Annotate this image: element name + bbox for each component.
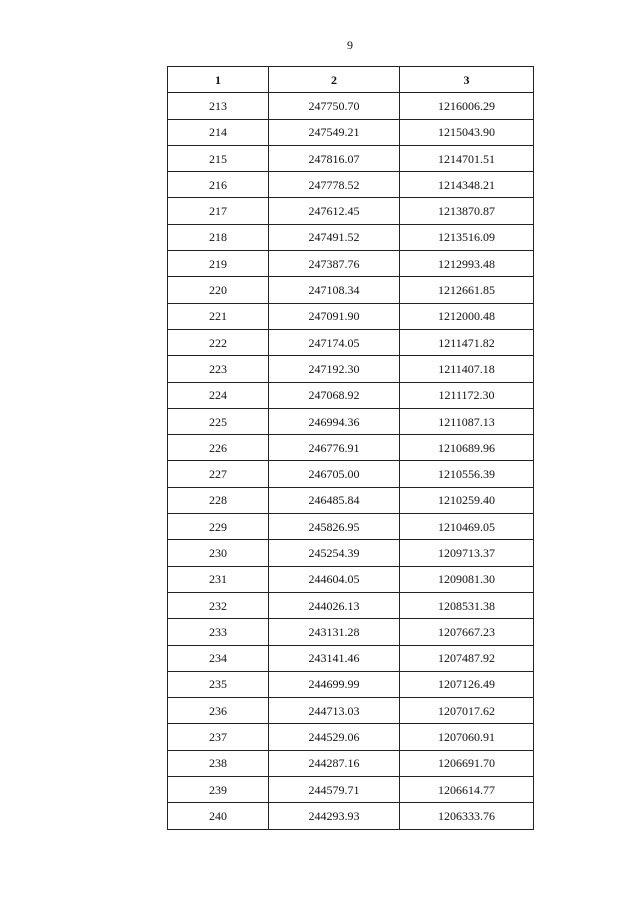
point-number-cell: 228 <box>168 487 269 513</box>
coordinate-y-cell: 1211407.18 <box>400 356 534 382</box>
point-number-cell: 230 <box>168 540 269 566</box>
header-row <box>168 67 534 93</box>
coordinate-y-cell: 1213870.87 <box>400 198 534 224</box>
point-number-cell: 214 <box>168 119 269 145</box>
point-number-cell: 229 <box>168 514 269 540</box>
coordinate-y-cell: 1207126.49 <box>400 671 534 697</box>
column-header-3: 3 <box>400 67 534 93</box>
coordinate-x-cell: 246485.84 <box>269 487 400 513</box>
point-number-cell: 223 <box>168 356 269 382</box>
point-number-cell: 213 <box>168 93 269 119</box>
coordinate-x-cell: 247174.05 <box>269 329 400 355</box>
coordinate-y-cell: 1210469.05 <box>400 514 534 540</box>
coordinate-x-cell: 243141.46 <box>269 645 400 671</box>
coordinates-table <box>167 66 534 830</box>
point-number-cell: 215 <box>168 145 269 171</box>
point-number-cell: 217 <box>168 198 269 224</box>
coordinate-x-cell: 247816.07 <box>269 145 400 171</box>
table-row <box>168 514 534 540</box>
point-number-cell: 224 <box>168 382 269 408</box>
point-number-cell: 238 <box>168 750 269 776</box>
coordinate-y-cell: 1211087.13 <box>400 408 534 434</box>
coordinate-y-cell: 1214348.21 <box>400 172 534 198</box>
table-row <box>168 724 534 750</box>
table-row <box>168 540 534 566</box>
coordinate-x-cell: 247549.21 <box>269 119 400 145</box>
coordinate-x-cell: 244699.99 <box>269 671 400 697</box>
table-row <box>168 224 534 250</box>
point-number-cell: 234 <box>168 645 269 671</box>
point-number-cell: 231 <box>168 566 269 592</box>
table-row <box>168 671 534 697</box>
coordinate-x-cell: 243131.28 <box>269 619 400 645</box>
coordinate-y-cell: 1216006.29 <box>400 93 534 119</box>
coordinate-x-cell: 245826.95 <box>269 514 400 540</box>
coordinate-y-cell: 1209713.37 <box>400 540 534 566</box>
point-number-cell: 225 <box>168 408 269 434</box>
coordinate-x-cell: 247778.52 <box>269 172 400 198</box>
coordinate-x-cell: 245254.39 <box>269 540 400 566</box>
point-number-cell: 232 <box>168 592 269 618</box>
coordinate-x-cell: 247091.90 <box>269 303 400 329</box>
coordinate-y-cell: 1212000.48 <box>400 303 534 329</box>
coordinate-y-cell: 1213516.09 <box>400 224 534 250</box>
point-number-cell: 235 <box>168 671 269 697</box>
table-row <box>168 172 534 198</box>
table-row <box>168 303 534 329</box>
coordinate-x-cell: 246994.36 <box>269 408 400 434</box>
table-row <box>168 198 534 224</box>
coordinate-y-cell: 1206614.77 <box>400 777 534 803</box>
page-number: 9 <box>347 38 353 52</box>
coordinate-y-cell: 1207017.62 <box>400 698 534 724</box>
coordinate-x-cell: 244579.71 <box>269 777 400 803</box>
table-row <box>168 566 534 592</box>
coordinate-x-cell: 246776.91 <box>269 435 400 461</box>
coordinate-x-cell: 246705.00 <box>269 461 400 487</box>
coordinate-y-cell: 1207060.91 <box>400 724 534 750</box>
table-row <box>168 408 534 434</box>
coordinate-x-cell: 244026.13 <box>269 592 400 618</box>
coordinate-x-cell: 244604.05 <box>269 566 400 592</box>
coordinate-y-cell: 1206691.70 <box>400 750 534 776</box>
table-row <box>168 435 534 461</box>
coordinate-x-cell: 247750.70 <box>269 93 400 119</box>
coordinate-y-cell: 1211172.30 <box>400 382 534 408</box>
coordinate-x-cell: 244713.03 <box>269 698 400 724</box>
table-row <box>168 382 534 408</box>
coordinate-y-cell: 1206333.76 <box>400 803 534 829</box>
table-row <box>168 803 534 829</box>
coordinate-y-cell: 1208531.38 <box>400 592 534 618</box>
point-number-cell: 220 <box>168 277 269 303</box>
table-row <box>168 461 534 487</box>
table-row <box>168 251 534 277</box>
point-number-cell: 239 <box>168 777 269 803</box>
table-row <box>168 750 534 776</box>
table-row <box>168 119 534 145</box>
coordinate-y-cell: 1214701.51 <box>400 145 534 171</box>
table-row <box>168 93 534 119</box>
table-header <box>168 67 534 93</box>
table-row <box>168 698 534 724</box>
column-header-1: 1 <box>168 67 269 93</box>
point-number-cell: 236 <box>168 698 269 724</box>
coordinate-y-cell: 1207667.23 <box>400 619 534 645</box>
coordinate-x-cell: 247387.76 <box>269 251 400 277</box>
coordinate-y-cell: 1210556.39 <box>400 461 534 487</box>
coordinate-y-cell: 1211471.82 <box>400 329 534 355</box>
coordinate-y-cell: 1207487.92 <box>400 645 534 671</box>
table-row <box>168 145 534 171</box>
coordinate-x-cell: 247068.92 <box>269 382 400 408</box>
column-header-2: 2 <box>269 67 400 93</box>
coordinate-y-cell: 1209081.30 <box>400 566 534 592</box>
table-row <box>168 487 534 513</box>
table-row <box>168 277 534 303</box>
coordinate-x-cell: 247108.34 <box>269 277 400 303</box>
table-row <box>168 619 534 645</box>
point-number-cell: 221 <box>168 303 269 329</box>
point-number-cell: 219 <box>168 251 269 277</box>
point-number-cell: 240 <box>168 803 269 829</box>
table-row <box>168 777 534 803</box>
coordinate-x-cell: 247612.45 <box>269 198 400 224</box>
table-row <box>168 645 534 671</box>
table-row <box>168 592 534 618</box>
coordinate-y-cell: 1210259.40 <box>400 487 534 513</box>
coordinate-x-cell: 247491.52 <box>269 224 400 250</box>
coordinate-y-cell: 1210689.96 <box>400 435 534 461</box>
table-row <box>168 329 534 355</box>
coordinate-y-cell: 1212993.48 <box>400 251 534 277</box>
coordinate-x-cell: 244529.06 <box>269 724 400 750</box>
point-number-cell: 237 <box>168 724 269 750</box>
coordinate-x-cell: 244293.93 <box>269 803 400 829</box>
table-body <box>168 93 534 829</box>
coordinate-y-cell: 1212661.85 <box>400 277 534 303</box>
point-number-cell: 227 <box>168 461 269 487</box>
point-number-cell: 218 <box>168 224 269 250</box>
point-number-cell: 233 <box>168 619 269 645</box>
point-number-cell: 226 <box>168 435 269 461</box>
coordinate-y-cell: 1215043.90 <box>400 119 534 145</box>
point-number-cell: 216 <box>168 172 269 198</box>
coordinate-x-cell: 247192.30 <box>269 356 400 382</box>
table-row <box>168 356 534 382</box>
point-number-cell: 222 <box>168 329 269 355</box>
coordinate-x-cell: 244287.16 <box>269 750 400 776</box>
